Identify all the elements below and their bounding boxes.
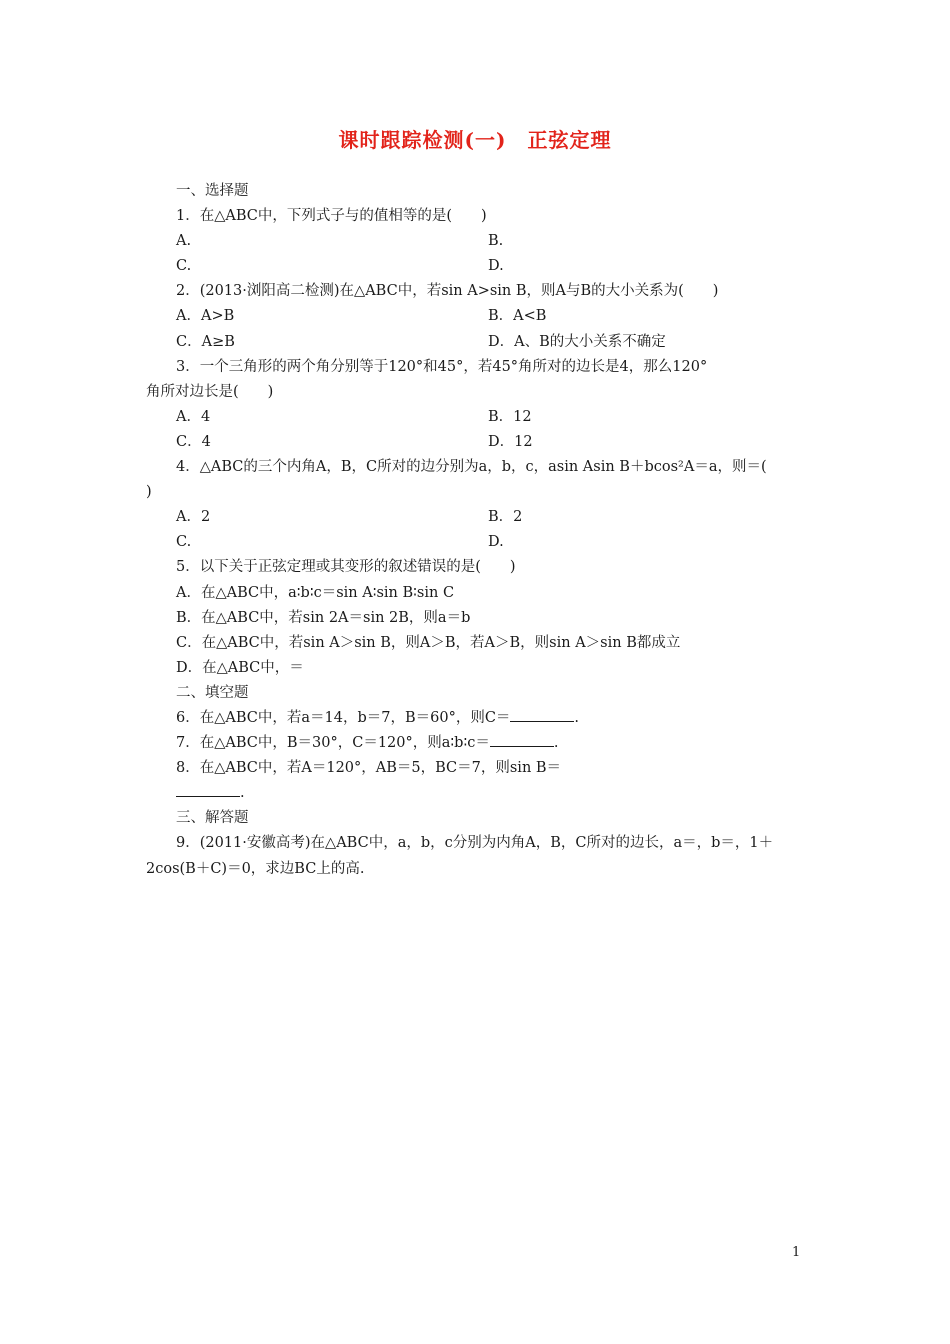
q7-text: 7．在△ABC中，B＝30°，C＝120°，则a∶b∶c＝ [176,735,490,752]
q2-options-row1 [146,304,808,329]
q4-options-row2 [146,530,808,555]
q4-stem-line2: ) [146,484,152,501]
q5-option-a: A．在△ABC中，a∶b∶c＝sin A∶sin B∶sin C [176,584,455,601]
q5-stem: 5．以下关于正弦定理或其变形的叙述错误的是( ) [176,559,516,576]
q3-options-row2 [146,430,808,455]
q7-period: . [553,735,559,752]
q1-options-row2 [146,254,808,279]
q2-option-c: C．A≥B [176,333,235,350]
q1-options-row1 [146,229,808,254]
q1-option-d: D. [488,258,504,275]
q5-option-b: B．在△ABC中，若sin 2A＝sin 2B，则a＝b [176,609,471,626]
q4-stem-line1: 4．△ABC的三个内角A，B，C所对的边分别为a，b，c，asin Asin B＋bcos²A＝a，则＝( [176,459,767,476]
q4-options-row1 [146,505,808,530]
q6-period: . [574,709,580,726]
q1-stem: 1．在△ABC中，下列式子与的值相等的是( ) [176,208,487,225]
q4-option-d: D. [488,534,504,551]
q8-answer-line [146,781,808,806]
q5-option-d: D．在△ABC中，＝ [176,659,304,676]
q7-answer-blank [490,732,554,747]
q6-text: 6．在△ABC中，若a＝14，b＝7，B＝60°，则C＝ [176,709,511,726]
q3-option-c: C．4 [176,433,211,450]
section-choice-heading: 一、选择题 [176,183,249,199]
q4-option-b: B．2 [488,509,523,526]
q3-option-b: B．12 [488,408,532,425]
q4-option-a: A．2 [176,509,211,526]
q6 [146,706,808,731]
q8: 8．在△ABC中，若A＝120°，AB＝5，BC＝7，则sin B＝ [176,760,562,777]
q2-options-row2 [146,330,808,355]
page-title: 课时跟踪检测(一) 正弦定理 [338,128,612,152]
q6-answer-blank [510,707,574,722]
q4-option-c: C. [176,534,192,551]
q7 [146,731,808,756]
section-answer-heading: 三、解答题 [176,810,249,827]
q2-option-b: B．A<B [488,308,547,325]
q3-stem-line2: 角所对边长是( ) [146,383,274,400]
q2-stem: 2．(2013·浏阳高二检测)在△ABC中，若sin A>sin B，则A与B的大小关系为( ) [176,283,719,300]
section-fill-heading: 二、填空题 [176,684,249,701]
q3-options-row1 [146,405,808,430]
q8-period: . [240,785,245,802]
q2-option-a: A．A>B [176,308,235,325]
q5-option-c: C．在△ABC中，若sin A＞sin B，则A＞B，若A＞B，则sin A＞sin B都成立 [176,634,681,651]
exercise-content [146,179,808,882]
q3-stem-line1: 3．一个三角形的两个角分别等于120°和45°，若45°角所对的边长是4，那么120° [176,358,708,375]
q1-option-c: C. [176,258,192,275]
q9-line2: 2cos(B＋C)＝0，求边BC上的高. [146,860,365,877]
q9-line1: 9．(2011·安徽高考)在△ABC中，a，b，c分别为内角A，B，C所对的边长，a＝，b＝，1＋ [176,835,774,852]
q2-option-d: D．A、B的大小关系不确定 [488,333,666,350]
page-number: 1 [792,1245,801,1260]
q3-option-a: A．4 [176,408,211,425]
q1-option-a: A. [176,233,192,250]
q8-answer-blank [176,782,240,797]
q3-option-d: D．12 [488,433,533,450]
q1-option-b: B. [488,233,504,250]
